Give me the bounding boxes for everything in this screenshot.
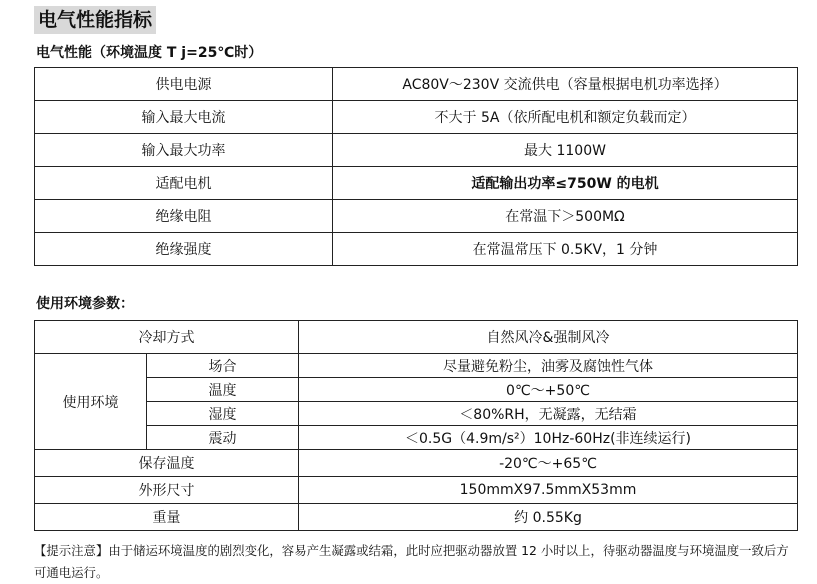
table-row xyxy=(35,167,798,200)
row-value: 在常温常压下 0.5KV，1 分钟 xyxy=(333,233,798,266)
section-heading-electrical: 电气性能（环境温度 T j=25℃时） xyxy=(36,45,263,61)
row-label: 重量 xyxy=(35,504,299,531)
env-group-label: 使用环境 xyxy=(35,354,147,450)
table-row xyxy=(35,321,798,354)
caution-note: 【提示注意】由于储运环境温度的剧烈变化，容易产生凝露或结霜，此时应把驱动器放置 12 小时以上，待驱动器温度与环境温度一致后方可通电运行。 xyxy=(34,543,789,580)
section-heading-environment: 使用环境参数： xyxy=(36,296,134,312)
environment-table xyxy=(34,320,798,531)
row-label: 输入最大电流 xyxy=(35,101,333,134)
row-value: 不大于 5A（依所配电机和额定负载而定） xyxy=(333,101,798,134)
row-label: 场合 xyxy=(147,354,299,378)
table-row xyxy=(35,402,798,426)
row-value: 150mmX97.5mmX53mm xyxy=(299,477,798,504)
electrical-table xyxy=(34,67,798,266)
row-value: 约 0.55Kg xyxy=(299,504,798,531)
row-label: 保存温度 xyxy=(35,450,299,477)
table-row xyxy=(35,354,798,378)
row-value: ＜0.5G（4.9m/s²）10Hz-60Hz(非连续运行) xyxy=(299,426,798,450)
row-value: ＜80%RH，无凝露，无结霜 xyxy=(299,402,798,426)
row-value: 在常温下＞500MΩ xyxy=(333,200,798,233)
row-label: 输入最大功率 xyxy=(35,134,333,167)
table-row xyxy=(35,200,798,233)
row-label: 震动 xyxy=(147,426,299,450)
table-row xyxy=(35,378,798,402)
row-label: 湿度 xyxy=(147,402,299,426)
row-value: AC80V～230V 交流供电（容量根据电机功率选择） xyxy=(333,68,798,101)
row-label: 适配电机 xyxy=(35,167,333,200)
table-row xyxy=(35,134,798,167)
row-label: 外形尺寸 xyxy=(35,477,299,504)
row-label: 绝缘强度 xyxy=(35,233,333,266)
row-label: 供电电源 xyxy=(35,68,333,101)
row-value: -20℃～+65℃ xyxy=(299,450,798,477)
table-row xyxy=(35,450,798,477)
table-row xyxy=(35,101,798,134)
table-row xyxy=(35,477,798,504)
page-title: 电气性能指标 xyxy=(34,6,156,34)
row-value: 尽量避免粉尘，油雾及腐蚀性气体 xyxy=(299,354,798,378)
table-row xyxy=(35,68,798,101)
table-row xyxy=(35,426,798,450)
row-value: 自然风冷&强制风冷 xyxy=(299,321,798,354)
row-label: 绝缘电阻 xyxy=(35,200,333,233)
row-label: 冷却方式 xyxy=(35,321,299,354)
table-row xyxy=(35,504,798,531)
row-label: 温度 xyxy=(147,378,299,402)
row-value: 0℃～+50℃ xyxy=(299,378,798,402)
row-value: 最大 1100W xyxy=(333,134,798,167)
table-row xyxy=(35,233,798,266)
row-value: 适配输出功率≤750W 的电机 xyxy=(333,167,798,200)
